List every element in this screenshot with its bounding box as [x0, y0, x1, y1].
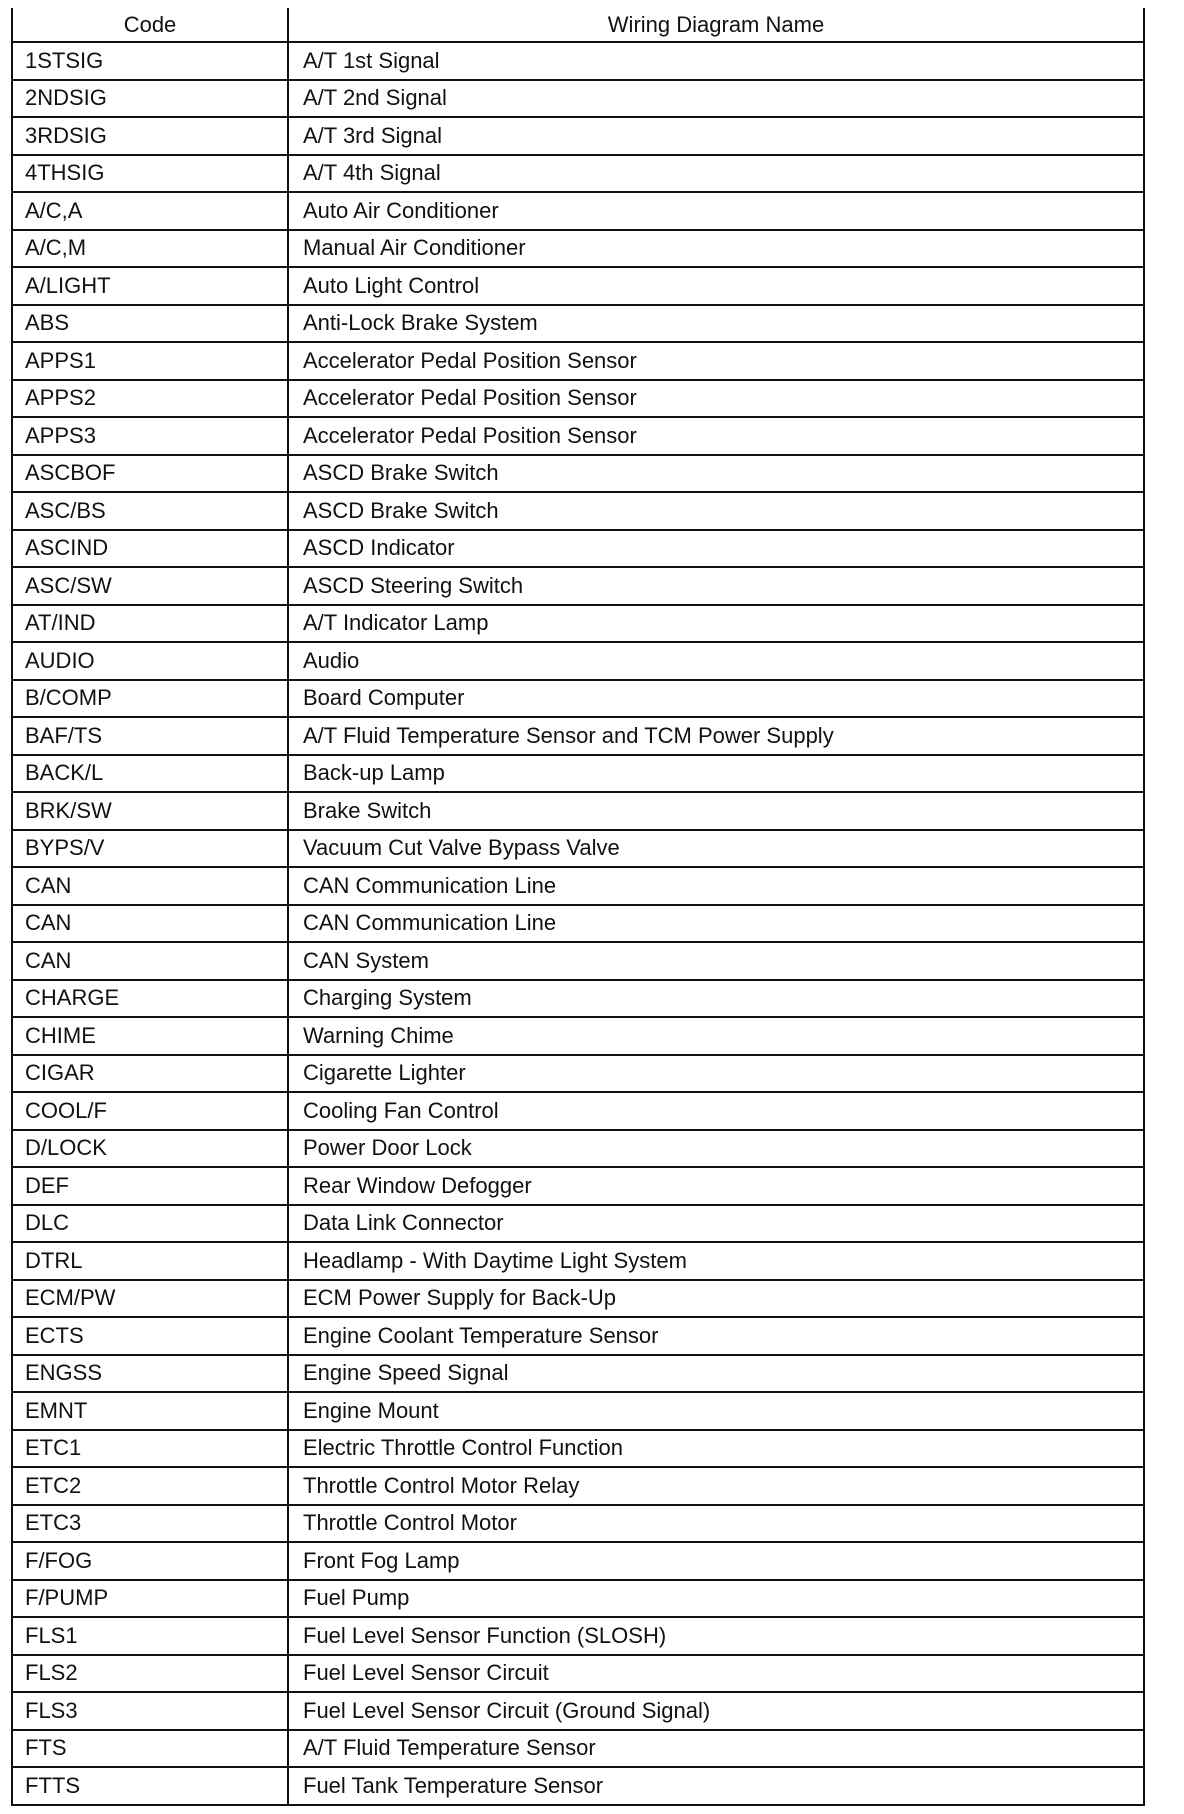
cell-code: CHARGE [12, 980, 288, 1018]
cell-wiring-diagram-name: Charging System [288, 980, 1144, 1018]
cell-wiring-diagram-name: Fuel Level Sensor Circuit [288, 1655, 1144, 1693]
cell-wiring-diagram-name: Back-up Lamp [288, 755, 1144, 793]
cell-code: FTTS [12, 1767, 288, 1805]
table-row [12, 1130, 1144, 1168]
table-row [12, 1205, 1144, 1243]
cell-wiring-diagram-name: Fuel Level Sensor Circuit (Ground Signal) [288, 1692, 1144, 1730]
cell-wiring-diagram-name: Brake Switch [288, 792, 1144, 830]
cell-wiring-diagram-name: Throttle Control Motor Relay [288, 1467, 1144, 1505]
cell-code: DTRL [12, 1242, 288, 1280]
table-row [12, 1467, 1144, 1505]
table-row [12, 567, 1144, 605]
cell-code: DEF [12, 1167, 288, 1205]
cell-code: CAN [12, 905, 288, 943]
table-row [12, 530, 1144, 568]
cell-code: A/LIGHT [12, 267, 288, 305]
cell-code: CAN [12, 867, 288, 905]
cell-wiring-diagram-name: A/T 3rd Signal [288, 117, 1144, 155]
table-row [12, 1617, 1144, 1655]
cell-wiring-diagram-name: Rear Window Defogger [288, 1167, 1144, 1205]
cell-code: FLS1 [12, 1617, 288, 1655]
table-row [12, 1505, 1144, 1543]
cell-code: BRK/SW [12, 792, 288, 830]
table-row [12, 1055, 1144, 1093]
table-row [12, 1430, 1144, 1468]
cell-wiring-diagram-name: Auto Air Conditioner [288, 192, 1144, 230]
cell-wiring-diagram-name: A/T 1st Signal [288, 42, 1144, 80]
cell-code: BACK/L [12, 755, 288, 793]
cell-wiring-diagram-name: Anti-Lock Brake System [288, 305, 1144, 343]
cell-wiring-diagram-name: Audio [288, 642, 1144, 680]
cell-wiring-diagram-name: Accelerator Pedal Position Sensor [288, 342, 1144, 380]
cell-code: F/FOG [12, 1542, 288, 1580]
table-row [12, 267, 1144, 305]
table-row [12, 1542, 1144, 1580]
table-row [12, 680, 1144, 718]
cell-code: 4THSIG [12, 155, 288, 193]
cell-code: CAN [12, 942, 288, 980]
cell-wiring-diagram-name: Front Fog Lamp [288, 1542, 1144, 1580]
table-row [12, 755, 1144, 793]
cell-wiring-diagram-name: Engine Speed Signal [288, 1355, 1144, 1393]
cell-code: APPS2 [12, 380, 288, 418]
cell-code: AUDIO [12, 642, 288, 680]
cell-wiring-diagram-name: Vacuum Cut Valve Bypass Valve [288, 830, 1144, 868]
table-row [12, 830, 1144, 868]
cell-wiring-diagram-name: Auto Light Control [288, 267, 1144, 305]
wiring-code-table [11, 8, 1145, 1806]
cell-code: FLS3 [12, 1692, 288, 1730]
cell-code: CHIME [12, 1017, 288, 1055]
cell-wiring-diagram-name: Throttle Control Motor [288, 1505, 1144, 1543]
cell-code: CIGAR [12, 1055, 288, 1093]
cell-wiring-diagram-name: Board Computer [288, 680, 1144, 718]
cell-wiring-diagram-name: Headlamp - With Daytime Light System [288, 1242, 1144, 1280]
cell-wiring-diagram-name: Engine Coolant Temperature Sensor [288, 1317, 1144, 1355]
cell-wiring-diagram-name: ECM Power Supply for Back-Up [288, 1280, 1144, 1318]
table-row [12, 342, 1144, 380]
cell-wiring-diagram-name: Fuel Tank Temperature Sensor [288, 1767, 1144, 1805]
cell-code: ASC/SW [12, 567, 288, 605]
table-row [12, 1580, 1144, 1618]
table-row [12, 1167, 1144, 1205]
cell-code: ETC1 [12, 1430, 288, 1468]
cell-code: B/COMP [12, 680, 288, 718]
cell-code: APPS3 [12, 417, 288, 455]
table-row [12, 717, 1144, 755]
table-row [12, 792, 1144, 830]
cell-code: ENGSS [12, 1355, 288, 1393]
cell-code: BYPS/V [12, 830, 288, 868]
cell-code: FTS [12, 1730, 288, 1768]
cell-wiring-diagram-name: A/T Fluid Temperature Sensor and TCM Power Supply [288, 717, 1144, 755]
cell-wiring-diagram-name: ASCD Steering Switch [288, 567, 1144, 605]
cell-wiring-diagram-name: Data Link Connector [288, 1205, 1144, 1243]
cell-code: F/PUMP [12, 1580, 288, 1618]
table-row [12, 1392, 1144, 1430]
cell-code: EMNT [12, 1392, 288, 1430]
cell-code: 3RDSIG [12, 117, 288, 155]
cell-wiring-diagram-name: Engine Mount [288, 1392, 1144, 1430]
cell-wiring-diagram-name: Manual Air Conditioner [288, 230, 1144, 268]
cell-code: ECTS [12, 1317, 288, 1355]
cell-code: ABS [12, 305, 288, 343]
cell-code: ETC2 [12, 1467, 288, 1505]
cell-wiring-diagram-name: Accelerator Pedal Position Sensor [288, 380, 1144, 418]
cell-code: ECM/PW [12, 1280, 288, 1318]
cell-code: COOL/F [12, 1092, 288, 1130]
table-row [12, 417, 1144, 455]
cell-wiring-diagram-name: CAN Communication Line [288, 867, 1144, 905]
cell-wiring-diagram-name: Electric Throttle Control Function [288, 1430, 1144, 1468]
column-header-wiring-diagram-name: Wiring Diagram Name [288, 8, 1144, 42]
table-row [12, 1017, 1144, 1055]
cell-code: ASCBOF [12, 455, 288, 493]
table-row [12, 455, 1144, 493]
table-row [12, 305, 1144, 343]
cell-code: 1STSIG [12, 42, 288, 80]
cell-wiring-diagram-name: Accelerator Pedal Position Sensor [288, 417, 1144, 455]
table-row [12, 905, 1144, 943]
table-row [12, 1280, 1144, 1318]
table-row [12, 642, 1144, 680]
table-row [12, 1692, 1144, 1730]
cell-wiring-diagram-name: A/T Indicator Lamp [288, 605, 1144, 643]
cell-code: BAF/TS [12, 717, 288, 755]
table-row [12, 380, 1144, 418]
cell-wiring-diagram-name: ASCD Brake Switch [288, 455, 1144, 493]
wiring-code-table-container [11, 8, 1143, 1806]
cell-code: A/C,A [12, 192, 288, 230]
cell-wiring-diagram-name: ASCD Brake Switch [288, 492, 1144, 530]
cell-code: APPS1 [12, 342, 288, 380]
table-row [12, 1242, 1144, 1280]
table-row [12, 230, 1144, 268]
cell-code: 2NDSIG [12, 80, 288, 118]
table-row [12, 1730, 1144, 1768]
cell-code: A/C,M [12, 230, 288, 268]
table-row [12, 1655, 1144, 1693]
table-row [12, 117, 1144, 155]
cell-code: AT/IND [12, 605, 288, 643]
table-row [12, 492, 1144, 530]
table-row [12, 980, 1144, 1018]
column-header-code: Code [12, 8, 288, 42]
table-row [12, 80, 1144, 118]
cell-wiring-diagram-name: Fuel Pump [288, 1580, 1144, 1618]
table-row [12, 942, 1144, 980]
cell-code: ASCIND [12, 530, 288, 568]
table-row [12, 867, 1144, 905]
cell-wiring-diagram-name: Cigarette Lighter [288, 1055, 1144, 1093]
cell-wiring-diagram-name: CAN System [288, 942, 1144, 980]
cell-wiring-diagram-name: A/T Fluid Temperature Sensor [288, 1730, 1144, 1768]
table-row [12, 155, 1144, 193]
cell-wiring-diagram-name: CAN Communication Line [288, 905, 1144, 943]
cell-code: DLC [12, 1205, 288, 1243]
cell-code: FLS2 [12, 1655, 288, 1693]
cell-wiring-diagram-name: Fuel Level Sensor Function (SLOSH) [288, 1617, 1144, 1655]
table-row [12, 1092, 1144, 1130]
table-row [12, 42, 1144, 80]
cell-wiring-diagram-name: A/T 4th Signal [288, 155, 1144, 193]
cell-wiring-diagram-name: A/T 2nd Signal [288, 80, 1144, 118]
cell-code: ASC/BS [12, 492, 288, 530]
cell-wiring-diagram-name: Warning Chime [288, 1017, 1144, 1055]
cell-wiring-diagram-name: Power Door Lock [288, 1130, 1144, 1168]
table-header-row [12, 8, 1144, 42]
table-row [12, 192, 1144, 230]
table-body [12, 42, 1144, 1805]
table-row [12, 1767, 1144, 1805]
table-row [12, 1355, 1144, 1393]
cell-code: ETC3 [12, 1505, 288, 1543]
cell-wiring-diagram-name: Cooling Fan Control [288, 1092, 1144, 1130]
table-row [12, 1317, 1144, 1355]
cell-code: D/LOCK [12, 1130, 288, 1168]
table-row [12, 605, 1144, 643]
cell-wiring-diagram-name: ASCD Indicator [288, 530, 1144, 568]
